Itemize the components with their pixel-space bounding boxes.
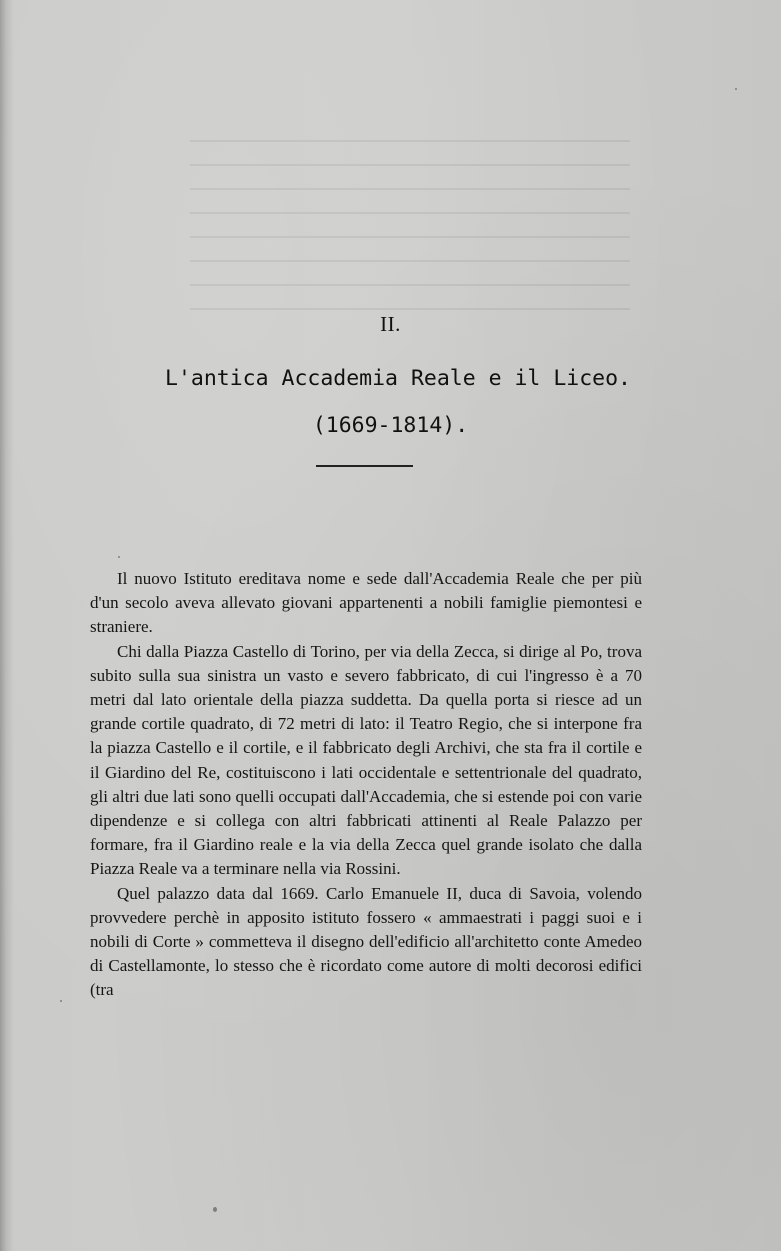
body-text <box>90 567 642 1003</box>
section-divider <box>316 465 413 467</box>
paragraph: Chi dalla Piazza Castello di Torino, per via della Zecca, si dirige al Po, trova subito sulla sua sinistra un vasto e severo fabbricato, di cui l'ingresso è a 70 metri dal lato orientale della piazza suddetta. Da quella porta si riesce ad un grande cortile quadrato, di 72 metri di lato: il Teatro Regio, che si interpone fra la piazza Castello e il cortile, e il fabbricato degli Archivi, che sta fra il cortile e il Giardino del Re, costituiscono i lati occidentale e settentrionale del quadrato, gli altri due lati sono quelli occupati dall'Accademia, che si estende poi con varie dipendenze e si collega con altri fabbricati attinenti al Reale Palazzo per formare, fra il Giardino reale e la via della Zecca quel grande isolato che dalla Piazza Reale va a terminare nella via Rossini. <box>90 641 642 879</box>
chapter-title: L'antica Accademia Reale e il Liceo. <box>165 366 631 391</box>
paragraph: Quel palazzo data dal 1669. Carlo Emanuele II, duca di Savoia, volendo provvedere perchè in apposito istituto fossero « ammaestrati i paggi suoi e i nobili di Corte » commetteva il disegno dell'edificio all'architetto conte Amedeo di Castellamonte, lo stesso che è ricordato come autore di molti decorosi edifici (tra <box>90 883 642 1000</box>
paragraph: Il nuovo Istituto ereditava nome e sede dall'Accademia Reale che per più d'un secolo aveva allevato giovani appartenenti a nobili famiglie piemontesi e straniere. <box>90 569 642 637</box>
chapter-years: (1669-1814). <box>312 413 469 438</box>
chapter-number: II. <box>380 312 401 336</box>
